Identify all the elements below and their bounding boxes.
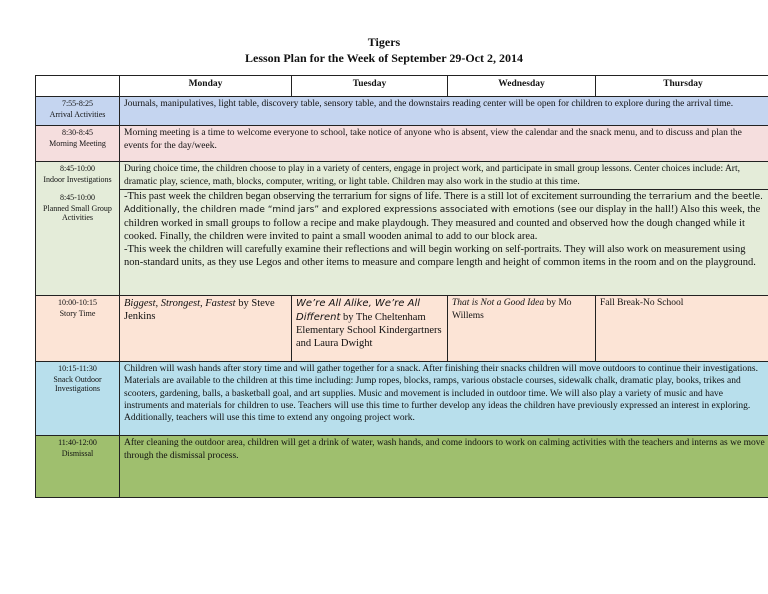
row-dismissal xyxy=(36,436,768,498)
story-tuesday xyxy=(292,296,448,362)
arrival-time: 7:55-8:25 xyxy=(61,99,94,108)
past-week-block xyxy=(120,190,768,243)
this-week-text: -This week the children will carefully examine their reflections and will begin working on self-portraits. They will also work on measurement using non-standard units, as they use Legos and other items to measure and compare length and height of common items in the room and on the playground. xyxy=(124,243,756,268)
story-name: Story Time xyxy=(59,308,96,318)
arrival-text: Journals, manipulatives, light table, discovery table, sensory table, and the downstairs reading center will be open for children to explore during the arrival time. xyxy=(120,97,768,126)
row-morning xyxy=(36,126,768,162)
past-week-text-c: our display in the hall!) Also this week, the children worked in small groups to follow a recipe and make playdough. They measured and counted and observed how the dough changed while it cooked. Finally, the children were invited to paint a small wooden animal to add to our block area. xyxy=(124,204,761,242)
day-tuesday: Tuesday xyxy=(292,76,448,97)
day-thursday: Thursday xyxy=(596,76,768,97)
morning-time: 8:30-8:45 xyxy=(61,128,94,137)
story-time-cell xyxy=(36,296,120,362)
story-thursday: Fall Break-No School xyxy=(596,296,768,362)
snack-time: 10:15-11:30 xyxy=(58,364,97,373)
indoor-time: 8:45-10:00 xyxy=(59,164,96,173)
story-monday xyxy=(120,296,292,362)
arrival-time-cell xyxy=(36,97,120,126)
snack-name: Snack Outdoor Investigations xyxy=(53,374,102,394)
indoor-time-cell xyxy=(36,162,120,296)
story-monday-title: Biggest, Strongest, Fastest xyxy=(124,298,236,309)
dismissal-time-cell xyxy=(36,436,120,498)
row-snack xyxy=(36,362,768,436)
morning-text: Morning meeting is a time to welcome everyone to school, take notice of anyone who is absent, view the calendar and the snack menu, and to discuss and plan the events for the day/week. xyxy=(120,126,768,162)
indoor-content xyxy=(120,162,768,296)
corner-cell xyxy=(36,76,120,97)
day-monday: Monday xyxy=(120,76,292,97)
story-wednesday-title: That is Not a Good Idea xyxy=(452,298,545,308)
story-monday-author: by Steve Jenkins xyxy=(124,298,275,323)
indoor-name: Indoor Investigations xyxy=(43,174,112,184)
plan-subtitle: Lesson Plan for the Week of September 29-Oct 2, 2014 xyxy=(245,51,523,65)
dismissal-time: 11:40-12:00 xyxy=(58,438,97,447)
story-wednesday xyxy=(448,296,596,362)
morning-name: Morning Meeting xyxy=(49,138,106,148)
morning-time-cell xyxy=(36,126,120,162)
row-story xyxy=(36,296,768,362)
header-row xyxy=(36,76,768,97)
small-group-name: Planned Small Group Activities xyxy=(43,203,112,223)
day-wednesday: Wednesday xyxy=(448,76,596,97)
story-wednesday-author: by Mo Willems xyxy=(452,298,572,321)
dismissal-name: Dismissal xyxy=(61,448,94,458)
snack-text: Children will wash hands after story time and will gather together for a snack. After finishing their snacks children will move outdoors to continue their investigations. Materials are available to the children at this time including: Jump ropes, blocks, ramps, various obstacle courses, sidewalk chalk, dramatic play, books, trikes and scooters, gardening, balls, a basketball goal, and art supplies. Music and movement is included in outdoor time. We will also play a variety of music and have instruments and materials for children to use. Teachers will use this time to further develop any ideas the children have previously expressed an interest in exploring. Additionally, teachers will use this time to extend any ongoing project work. xyxy=(120,362,768,436)
story-time: 10:00-10:15 xyxy=(57,298,98,307)
row-indoor xyxy=(36,162,768,296)
story-tuesday-title: We’re All Alike, We’re All Different xyxy=(296,298,420,323)
snack-time-cell xyxy=(36,362,120,436)
row-arrival xyxy=(36,97,768,126)
past-week-text-a: -This past week the children began observing the terrarium for signs of life. There is a still lot of excitement surrounding the xyxy=(124,191,647,203)
arrival-name: Arrival Activities xyxy=(49,109,106,119)
dismissal-text: After cleaning the outdoor area, children will get a drink of water, wash hands, and come indoors to work on calming activities with the teachers and interns as we move through the dismissal process. xyxy=(120,436,768,498)
plan-title: Tigers xyxy=(367,35,401,49)
story-tuesday-author: by The Cheltenham Elementary School Kindergartners and Laura Dwight xyxy=(296,311,442,350)
small-group-time: 8:45-10:00 xyxy=(59,193,96,203)
choice-time-text: During choice time, the children choose to play in a variety of centers, engage in project work, and participate in small group lessons. Center choices include: Art, dramatic play, science, math, blocks, computer, writing, or light table. Children may also work in the studio at this time. xyxy=(120,162,768,190)
lesson-plan-table xyxy=(35,75,768,498)
past-week-text-b: terrarium and the beetle. Additionally, the children made “mind jars” and explored expressions associated with emotions (see xyxy=(124,192,763,216)
